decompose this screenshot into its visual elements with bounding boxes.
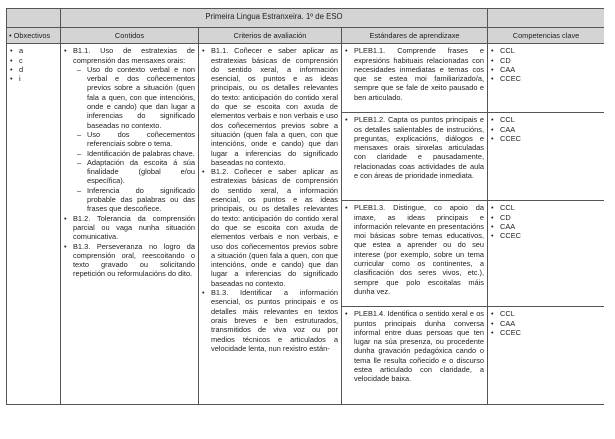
- content-subitem: – Uso dos coñecementos referenciais sobre o tema.: [73, 130, 195, 149]
- curriculum-document: [6, 8, 604, 436]
- competence-item: • CCEC: [491, 74, 601, 83]
- objective-item: • a: [10, 46, 57, 55]
- criteria-clip: [202, 46, 338, 353]
- header-criteria: Criterios de avaliación: [199, 28, 342, 44]
- curriculum-table: [6, 8, 604, 405]
- contents-clip: [64, 46, 195, 278]
- criteria-list: [202, 46, 338, 353]
- title-blank-cell: [488, 9, 604, 28]
- criteria-item: • B1.1. Coñecer e saber aplicar as estratexias básicas de comprensión do sentido xeral, a información esencial, os puntos e as ideas principais, ou os detalles relevantes do texto: anticipación do contido xeral do que se escoita con axuda de elementos verbais e non verbais e uso dos coñecementos previos sobre a situación (quen fala a quen, con que intencións, onde e cando) que dan lugar a inferencias do significado baseadas no contexto.: [202, 46, 338, 167]
- competences-cell: [488, 201, 604, 307]
- standard-item: • PLEB1.1. Comprende frases e expresións habituais relacionadas con necesidades inmediatas e temas cos que se estea moi familiarizado/a, sempre que se fale de xeito pausado e ben articulado.: [345, 46, 484, 102]
- standard-cell: [342, 201, 488, 307]
- standard-item: • PLEB1.2. Capta os puntos principais e os detalles salientables de instrucións, preguntas, explicacións, diálogos e mensaxes orais sinxelas articuladas con claridade e pausadamente, relacionadas coas actividades de aula e con áreas de prioridade inmediata.: [345, 115, 484, 180]
- content-item-b12: • B1.2. Tolerancia da comprensión parcial ou vaga nunha situación comunicativa.: [64, 214, 195, 242]
- content-subitem: – Adaptación da escoita á súa finalidade (global e/ou específica).: [73, 158, 195, 186]
- objective-item: • d: [10, 65, 57, 74]
- objective-item: • c: [10, 56, 57, 65]
- header-contents: Contidos: [61, 28, 199, 44]
- contents-cell: [61, 44, 199, 405]
- standard-item: • PLEB1.4. Identifica o sentido xeral e os puntos principais dunha conversa informal entre duas persoas que ten lugar na súa presenza, ou procedente dunha gravación pedagóxica cando o tema lle resulta coñecido e o discurso estea articulado con claridade, a velocidade baixa.: [345, 309, 484, 383]
- objectives-list: [10, 46, 57, 83]
- content-sublist: [73, 65, 195, 214]
- standard-cell: [342, 44, 488, 113]
- header-competences: Competencias clave: [488, 28, 604, 44]
- header-standards: Estándares de aprendizaxe: [342, 28, 488, 44]
- content-item-b11: • B1.1. Uso de estratexias de comprensión das mensaxes orais: – Uso do contexto verbal e non verbal e dos coñecementos previos sobre a situación (quen fala a quen, con que intencións, onde e cando) que dan lugar a inferencias do significado baseadas no contexto. – Uso dos coñecementos referenciais sobre o tema. – Identificación de palabras chave. – Adaptación da escoita á súa finalidade (global e/ou específica). – Inferencia do significado probable das palabras ou das frases que descoñece.: [64, 46, 195, 213]
- competence-item: • CCEC: [491, 134, 601, 143]
- criteria-item: • B1.2. Coñecer e saber aplicar as estratexias básicas de comprensión do sentido xeral, a información esencial, os puntos e as ideas principais, ou os detalles relevantes do texto: anticipación do contido xeral do que se escoita con axuda de elementos verbais e non verbais, e uso dos coñecementos previos sobre a situación (quen fala a quen, con que intencións, onde e cando) que dan lugar a inferencias do significado baseadas no contexto.: [202, 167, 338, 288]
- competences-cell: [488, 113, 604, 201]
- competence-item: • CCL: [491, 115, 601, 124]
- competence-item: • CAA: [491, 65, 601, 74]
- competence-item: • CCEC: [491, 231, 601, 240]
- competence-item: • CCEC: [491, 328, 601, 337]
- competences-cell: [488, 44, 604, 113]
- objectives-cell: [7, 44, 61, 405]
- criteria-item: • B1.3. Identificar a información esencial, os puntos principais e os detalles máis relevantes en textos orais breves e ben estruturados, transmitidos de viva voz ou por medios técnicos e articulados a velocidade lenta, nun rexistro están-: [202, 288, 338, 353]
- content-item-b13: • B1.3. Perseveranza no logro da comprensión oral, reescoitando o texto gravado ou solicitando repetición ou reformulacións do dito.: [64, 242, 195, 279]
- content-subitem: – Identificación de palabras chave.: [73, 149, 195, 158]
- standard-cell: [342, 307, 488, 405]
- competence-item: • CD: [491, 213, 601, 222]
- competence-item: • CAA: [491, 319, 601, 328]
- competence-item: • CAA: [491, 125, 601, 134]
- competence-item: • CD: [491, 56, 601, 65]
- contents-list: [64, 46, 195, 278]
- standard-item: • PLEB1.3. Distingue, co apoio da imaxe, as ideas principais e información relevante en presentacións moi básicas sobre temas educativos, que estea a aprender ou do seu interese (por exemplo, sobre un tema curricular como os continentes, a clasificación dos seres vivos, etc.), sempre que polo escoitalas máis dunha vez.: [345, 203, 484, 296]
- header-objectives: • Obxectivos: [7, 28, 61, 44]
- criteria-cell: [199, 44, 342, 405]
- objective-item: • i: [10, 74, 57, 83]
- competence-item: • CCL: [491, 46, 601, 55]
- content-subitem: – Uso do contexto verbal e non verbal e dos coñecementos previos sobre a situación (quen fala a quen, con que intencións, onde e cando) que dan lugar a inferencias do significado baseadas no contexto.: [73, 65, 195, 130]
- standard-cell: [342, 113, 488, 201]
- competence-item: • CAA: [491, 222, 601, 231]
- content-subitem: – Inferencia do significado probable das palabras ou das frases que descoñece.: [73, 186, 195, 214]
- competences-cell: [488, 307, 604, 405]
- table-title: Primeira Lingua Estranxeira. 1º de ESO: [61, 9, 488, 28]
- competence-item: • CCL: [491, 309, 601, 318]
- title-blank-cell: [7, 9, 61, 28]
- competence-item: • CCL: [491, 203, 601, 212]
